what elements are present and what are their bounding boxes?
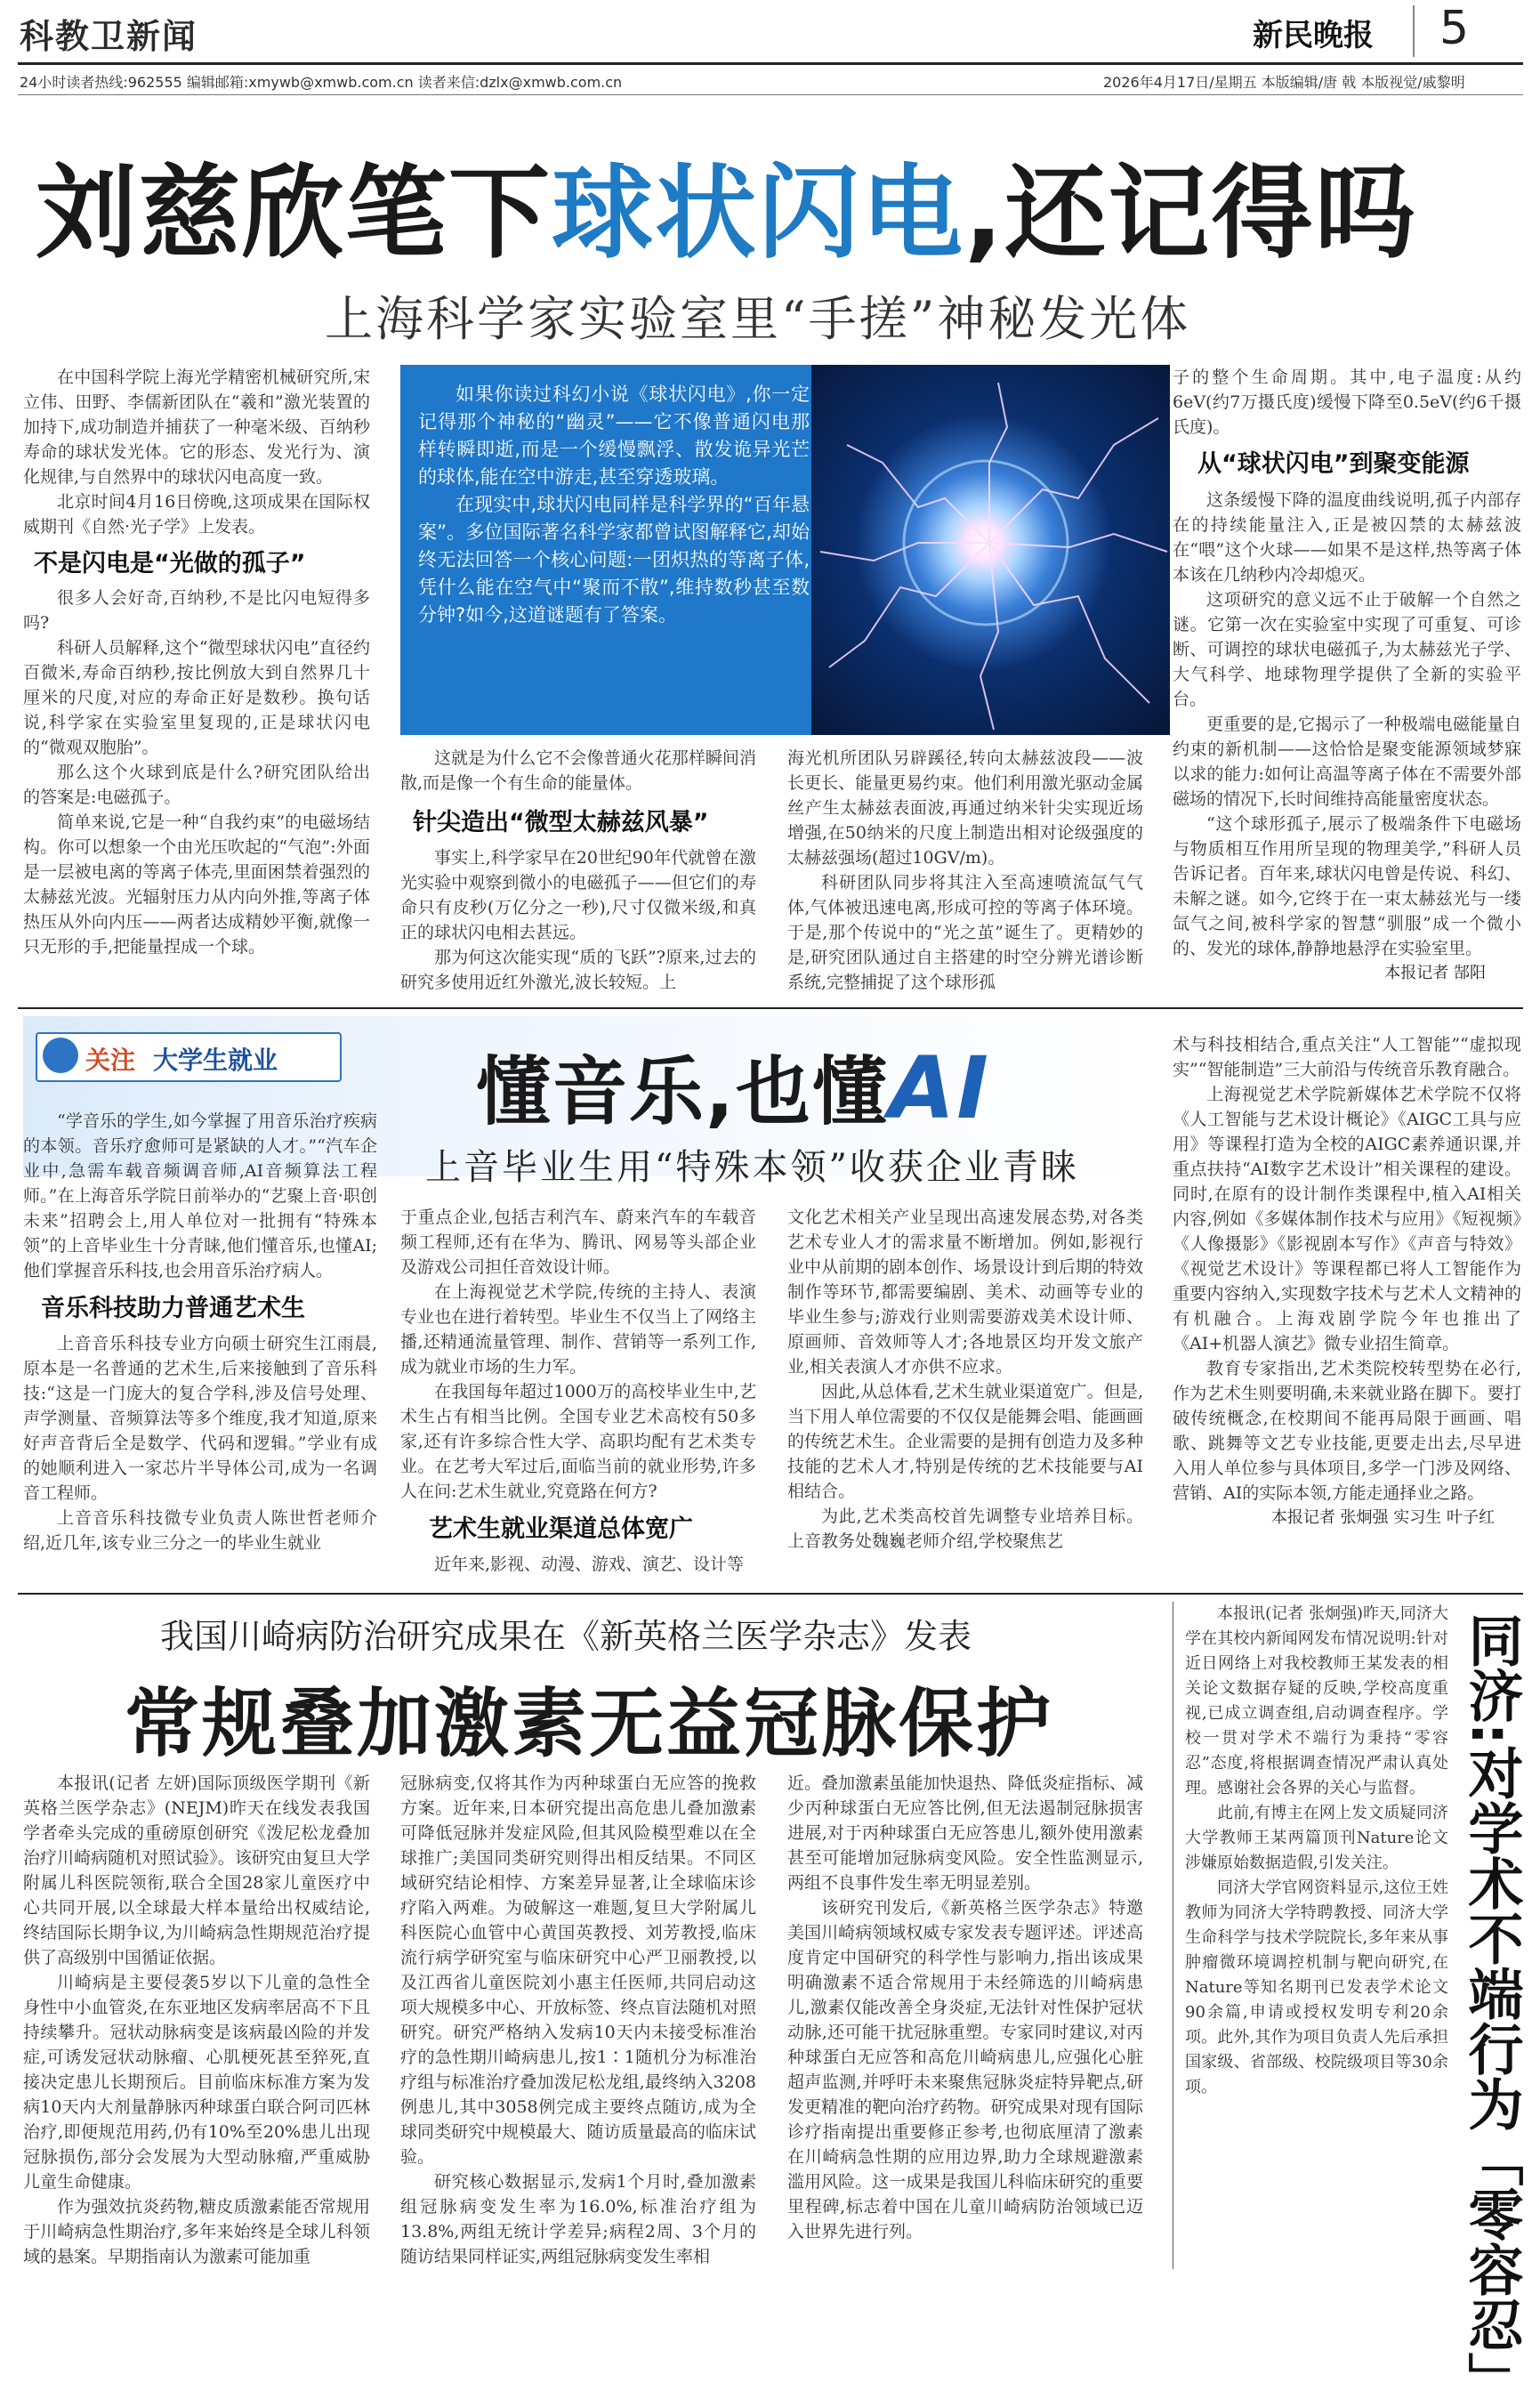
a1-column-2 xyxy=(400,746,756,995)
a1-column-1 xyxy=(23,365,370,959)
a1-c4-p3: 这项研究的意义远不止于破解一个自然之谜。它第一次在实验室中实现了可重复、可诊断、可调控的球状电磁孤子,为太赫兹光子学、大气科学、地球物理学提供了全新的实验平台。 xyxy=(1173,590,1521,709)
a1-c4-p4: 更重要的是,它揭示了一种极端电磁能量自约束的新机制——这恰恰是聚变能源领域梦寐以求的能力:如何让高温等离子体在不需要外部磁场的情况下,长时间维持高能量密度状态。 xyxy=(1173,715,1521,809)
a1-c1-p2: 北京时间4月16日傍晚,这项成果在国际权威期刊《自然·光子学》上发表。 xyxy=(23,492,370,537)
a2-column-4 xyxy=(1173,1032,1521,1531)
masthead-divider xyxy=(1413,5,1415,57)
paper-name: 新民晚报 xyxy=(1253,18,1374,53)
a1-intro-p1: 如果你读过科幻小说《球状闪电》,你一定记得那个神秘的“幽灵”——它不像普通闪电那样转瞬即逝,而是一个缓慢飘浮、散发诡异光芒的球体,能在空中游走,甚至穿透玻璃。 xyxy=(418,384,810,488)
a3-column-1 xyxy=(23,1771,370,2269)
a2-byline: 本报记者 张炯强 实习生 叶子红 xyxy=(1270,1508,1495,1527)
a3-column-3 xyxy=(787,1771,1143,2244)
a1-c1-p1: 在中国科学院上海光学精密机械研究所,宋立伟、田野、李儒新团队在“羲和”激光装置的加持下,成功制造并捕获了一种毫米级、百纳秒寿命的球状发光体。它的形态、发光行为、演化规律,与自然界中的球状闪电高度一致。 xyxy=(23,368,370,487)
a2-c1-p3: 上音音乐科技微专业负责人陈世哲老师介绍,近几年,该专业三分之一的毕业生就业 xyxy=(23,1508,377,1553)
a2-column-1 xyxy=(23,1109,377,1555)
plasma-ball-image xyxy=(811,365,1170,735)
a2-c4-p2: 上海视觉艺术学院新媒体艺术学院不仅将《人工智能与艺术设计概论》《AIGC工具与应用》等课程打造为全校的AIGC素养通识课,并重点扶持“AI数字艺术设计”相关课程的建设。同时,在原有的设计制作类课程中,植入AI相关内容,例如《多媒体制作技术与应用》《短视频》《人像摄影》《影视剧本写作》《声音与特效》《视觉艺术设计》等课程都已将人工智能作为重要内容纳入,实现数字技术与艺术人文精神的有机融合。上海戏剧学院今年也推出了《AI+机器人演艺》微专业招生简章。 xyxy=(1173,1085,1521,1353)
a3-c3-p1: 近。叠加激素虽能加快退热、降低炎症指标、减少丙种球蛋白无应答比例,但无法遏制冠脉损害进展,对于丙种球蛋白无应答患儿,额外使用激素甚至可能增加冠脉病变风险。安全性监测显示,两组不良事件发生率无明显差别。 xyxy=(787,1773,1143,1893)
a1-headline-pre: 刘慈欣笔下 xyxy=(36,154,552,272)
a2-headline xyxy=(476,1032,990,1140)
a2-c2-p2: 在上海视觉艺术学院,传统的主持人、表演专业也在进行着转型。毕业生不仅当上了网络主播,还精通流量管理、制作、营销等一系列工作,成为就业市场的生力军。 xyxy=(400,1282,756,1377)
a2-headline-main: 懂音乐,也懂 xyxy=(476,1048,889,1135)
a2-subhead-1: 音乐科技助力普通艺术生 xyxy=(41,1295,305,1322)
a2-c1-p1: “学音乐的学生,如今掌握了用音乐治疗疾病的本领。音乐疗愈师可是紧缺的人才。”“汽车企业中,急需车载音频调音师,AI音频算法工程师。”在上海音乐学院日前举办的“艺聚上音·职创未来”招聘会上,用人单位对一批拥有“特殊本领”的上音毕业生十分青睐,他们懂音乐,也懂AI;他们掌握音乐科技,也会用音乐治疗病人。 xyxy=(23,1111,377,1280)
a2-c3-p3: 为此,艺术类高校首先调整专业培养目标。上音教务处魏巍老师介绍,学校聚焦艺 xyxy=(787,1506,1143,1551)
a2-c3-p1: 文化艺术相关产业呈现出高速发展态势,对各类艺术专业人才的需求量不断增加。例如,影视行业中从前期的剧本创作、场景设计到后期的特效制作等环节,都需要编剧、美术、动画等专业的毕业生参与;游戏行业则需要游戏美术设计师、原画师、音效师等人才;各地景区均开发文旅产业,相关表演人才亦供不应求。 xyxy=(787,1208,1143,1377)
masthead-rule-top xyxy=(18,62,1523,65)
a1-c4-p5: “这个球形孤子,展示了极端条件下电磁场与物质相互作用所呈现的物理美学,”科研人员告诉记者。百年来,球状闪电曾是传说、科幻、未解之谜。如今,它终于在一束太赫兹光与一缕氙气之间,被科学家的智慧“驯服”成一个微小的、发光的球体,静静地悬浮在实验室里。 xyxy=(1173,814,1521,958)
a3-kicker: 我国川崎病防治研究成果在《新英格兰医学杂志》发表 xyxy=(160,1617,972,1656)
lightning-icon xyxy=(811,365,1170,735)
a1-headline xyxy=(36,132,1417,278)
a3-c2-p1: 冠脉病变,仅将其作为丙种球蛋白无应答的挽救方案。近年来,日本研究提出高危患儿叠加激素可降低冠脉并发症风险,但其风险模型难以在全球推广;美国同类研究则得出相反结果。不同区域研究结论相悖、方案差异显著,让全球临床诊疗陷入两难。为破解这一难题,复旦大学附属儿科医院心血管中心黄国英教授、刘芳教授,临床流行病学研究室与临床研究中心严卫丽教授,以及江西省儿童医院刘小惠主任医师,共同启动这项大规模多中心、开放标签、终点盲法随机对照研究。研究严格纳入发病10天内未接受标准治疗的急性期川崎病患儿,按1∶1随机分为标准治疗组与标准治疗叠加泼尼松龙组,最终纳入3208例患儿,其中3058例完成主要终点随访,成为全球同类研究中规模最大、随访质量最高的临床试验。 xyxy=(400,1773,756,2167)
a2-c2-p1: 于重点企业,包括吉利汽车、蔚来汽车的车载音频工程师,还有在华为、腾讯、网易等头部企业及游戏公司担任音效设计师。 xyxy=(400,1208,756,1277)
a1-c2-p2: 事实上,科学家早在20世纪90年代就曾在激光实验中观察到微小的电磁孤子——但它们的寿命只有皮秒(万亿分之一秒),尺寸仅微米级,和真正的球状闪电相去甚远。 xyxy=(400,848,756,942)
a1-subhead-2: 针尖造出“微型太赫兹风暴” xyxy=(413,809,709,836)
a2-tag[interactable] xyxy=(36,1032,342,1082)
page-number: 5 xyxy=(1439,2,1470,55)
a3-column-2 xyxy=(400,1771,756,2269)
a4-p2: 此前,有博主在网上发文质疑同济大学教师王某两篇顶刊Nature论文涉嫌原始数据造假,引发关注。 xyxy=(1185,1804,1448,1872)
reader-hotline: 24小时读者热线:962555 编辑邮箱:xmywb@xmwb.com.cn 读者来信:dzlx@xmwb.com.cn xyxy=(20,74,623,91)
a2-tag-label: 关注 xyxy=(85,1046,136,1075)
a1-c1-p6: 简单来说,它是一种“自我约束”的电磁场结构。你可以想象一个由光压吹起的“气泡”:外面是一层被电离的等离子体壳,里面困禁着强烈的太赫兹光波。光辐射压力从内向外推,等离子体热压从外向内压——两者达成精妙平衡,就像一只无形的手,把能量捏成一个球。 xyxy=(23,812,370,957)
a1-c2-p1: 这就是为什么它不会像普通火花那样瞬间消散,而是像一个有生命的能量体。 xyxy=(400,748,756,793)
a2-c1-p2: 上音音乐科技专业方向硕士研究生江雨晨,原本是一名普通的艺术生,后来接触到了音乐科技:“这是一门庞大的复合学科,涉及信号处理、声学测量、音频算法等多个维度,我才知道,原来好声音背后全是数学、代码和逻辑。”学业有成的她顺利进入一家芯片半导体公司,成为一名调音工程师。 xyxy=(23,1334,377,1503)
a1-column-3 xyxy=(787,746,1143,995)
a3-c3-p2: 该研究刊发后,《新英格兰医学杂志》特邀美国川崎病领域权威专家发表专题评述。评述高度肯定中国研究的科学性与影响力,指出该成果明确激素不适合常规用于未经筛选的川崎病患儿,激素仅能改善全身炎症,无法针对性保护冠状动脉,还可能干扰冠脉重塑。专家同时建议,对丙种球蛋白无应答和高危川崎病患儿,应强化心脏超声监测,并呼吁未来聚焦冠脉炎症特异靶点,研发更精准的靶向治疗药物。研究成果对现有国际诊疗指南提出重要修正参考,也彻底厘清了激素在川崎病急性期的应用边界,助力全球规避激素滥用风险。这一成果是我国儿科临床研究的重要里程碑,标志着中国在儿童川崎病防治领域已迈入世界先进行列。 xyxy=(787,1898,1143,2241)
a1-c3-p1: 海光机所团队另辟蹊径,转向太赫兹波段——波长更长、能量更易约束。他们利用激光驱动金属丝产生太赫兹表面波,再通过纳米针尖实现近场增强,在50纳米的尺度上制造出相对论级强度的太赫兹强场(超过10GV/m)。 xyxy=(787,748,1143,868)
a1-c1-p5: 那么这个火球到底是什么?研究团队给出的答案是:电磁孤子。 xyxy=(23,763,370,807)
a2-c3-p2: 因此,从总体看,艺术生就业渠道宽广。但是,当下用人单位需要的不仅仅是能舞会唱、能画画的传统艺术生。企业需要的是拥有创造力及多种技能的艺术人才,特别是传统的艺术技能要与AI相结合。 xyxy=(787,1382,1143,1501)
a2-bottom-rule xyxy=(18,1593,1523,1595)
a2-c2-p4: 近年来,影视、动漫、游戏、演艺、设计等 xyxy=(434,1555,745,1574)
a1-intro-p2: 在现实中,球状闪电同样是科学界的“百年悬案”。多位国际著名科学家都曾试图解释它,却始终无法回答一个核心问题:一团炽热的等离子体,凭什么能在空气中“聚而不散”,维持数秒甚至数分钟?如今,这道谜题有了答案。 xyxy=(418,494,810,626)
a1-bottom-rule xyxy=(18,1007,1523,1009)
a2-c4-p3: 教育专家指出,艺术类院校转型势在必行,作为艺术生则要明确,未来就业路在脚下。要打破传统概念,在校期间不能再局限于画画、唱歌、跳舞等文艺专业技能,更要走出去,尽早进入用人单位参与具体项目,多学一门涉及网络、营销、AI的实际本领,方能走通择业之路。 xyxy=(1173,1359,1521,1503)
a4-column xyxy=(1185,1602,1448,2100)
a3-c1-p2: 川崎病是主要侵袭5岁以下儿童的急性全身性中小血管炎,在东亚地区发病率居高不下且持续攀升。冠状动脉病变是该病最凶险的并发症,可诱发冠状动脉瘤、心肌梗死甚至猝死,直接决定患儿长期预后。目前临床标准方案为发病10天内大剂量静脉丙种球蛋白联合阿司匹林治疗,即便规范用药,仍有10%至20%患儿出现冠脉损伤,部分会发展为大型动脉瘤,严重威胁儿童生命健康。 xyxy=(23,1973,370,2192)
a1-c2-p3: 那为何这次能实现“质的飞跃”?原来,过去的研究多使用近红外激光,波长较短。上 xyxy=(400,948,756,992)
a4-headline: 同济:对学术不端行为「零容忍」 xyxy=(1459,1612,1524,2407)
a4-p3: 同济大学官网资料显示,这位王姓教师为同济大学特聘教授、同济大学生命科学与技术学院院长,多年来从事肿瘤微环境调控机制与靶向研究,在Nature等知名期刊已发表学术论文90余篇,申请或授权发明专利20余项。此外,其作为项目负责人先后承担国家级、省部级、校院级项目等30余项。 xyxy=(1185,1878,1448,2096)
a3-headline: 常规叠加激素无益冠脉保护 xyxy=(125,1679,1054,1767)
a1-subtitle: 上海科学家实验室里“手搓”神秘发光体 xyxy=(325,291,1191,347)
a2-column-2 xyxy=(400,1205,756,1577)
a2-headline-ai: AI xyxy=(888,1038,990,1138)
a1-c1-p3: 很多人会好奇,百纳秒,不是比闪电短得多吗? xyxy=(23,588,370,633)
a2-tag-topic: 大学生就业 xyxy=(153,1046,278,1075)
masthead-rule-bottom xyxy=(18,94,1523,95)
a1-c4-p1: 子的整个生命周期。其中,电子温度:从约6eV(约7万摄氏度)缓慢下降至0.5eV(约6千摄氏度)。 xyxy=(1173,368,1521,437)
mascot-icon xyxy=(43,1038,78,1073)
section-title: 科教卫新闻 xyxy=(20,17,198,56)
a1-c3-p2: 科研团队同步将其注入至高速喷流氙气气体,气体被迅速电离,形成可控的等离子体环境。于是,那个传说中的“光之茧”诞生了。更精妙的是,研究团队通过自主搭建的时空分辨光谱诊断系统,完整捕捉了这个球形孤 xyxy=(787,873,1143,992)
a2-column-3 xyxy=(787,1205,1143,1554)
a1-headline-post: ,还记得吗 xyxy=(964,154,1418,272)
a2-c4-p1: 术与科技相结合,重点关注“人工智能”“虚拟现实”“智能制造”三大前沿与传统音乐教育融合。 xyxy=(1173,1035,1521,1079)
a4-p1: 本报讯(记者 张炯强)昨天,同济大学在其校内新闻网发布情况说明:针对近日网络上对我校教师王某发表的相关论文数据存疑的反映,学校高度重视,已成立调查组,启动调查程序。学校一贯对学术不端行为秉持“零容忍”态度,将根据调查情况严肃认真处理。感谢社会各界的关心与监督。 xyxy=(1185,1604,1448,1797)
a1-c1-p4: 科研人员解释,这个“微型球状闪电”直径约百微米,寿命百纳秒,按比例放大到自然界几十厘米的尺度,对应的寿命正好是数秒。换句话说,科学家在实验室里复现的,正是球状闪电的“微观双胞胎”。 xyxy=(23,638,370,757)
a1-subhead-3: 从“球状闪电”到聚变能源 xyxy=(1197,450,1470,478)
dateline: 2026年4月17日/星期五 本版编辑/唐 戟 本版视觉/戚黎明 xyxy=(1103,74,1465,91)
a3-c2-p2: 研究核心数据显示,发病1个月时,叠加激素组冠脉病变发生率为16.0%,标准治疗组为13.8%,两组无统计学差异;病程2周、3个月的随访结果同样证实,两组冠脉病变发生率相 xyxy=(400,2172,756,2266)
a1-intro-box xyxy=(400,365,1170,735)
a1-byline: 本报记者 郜阳 xyxy=(1384,964,1486,982)
a3-c1-p3: 作为强效抗炎药物,糖皮质激素能否常规用于川崎病急性期治疗,多年来始终是全球儿科领域的悬案。早期指南认为激素可能加重 xyxy=(23,2197,370,2266)
a1-c4-p2: 这条缓慢下降的温度曲线说明,孤子内部存在的持续能量注入,正是被囚禁的太赫兹波在“喂”这个火球——如果不是这样,热等离子体本该在几纳秒内冷却熄灭。 xyxy=(1173,490,1521,585)
a1-column-4 xyxy=(1173,365,1521,986)
a2-c2-p3: 在我国每年超过1000万的高校毕业生中,艺术生占有相当比例。全国专业艺术高校有50多家,还有许多综合性大学、高职均配有艺术类专业。在艺考大军过后,面临当前的就业形势,许多人在问:艺术生就业,究竟路在何方? xyxy=(400,1382,756,1501)
a3-c1-p1: 本报讯(记者 左妍)国际顶级医学期刊《新英格兰医学杂志》(NEJM)昨天在线发表我国学者牵头完成的重磅原创研究《泼尼松龙叠加治疗川崎病随机对照试验》。该研究由复旦大学附属儿科医院领衔,联合全国28家儿童医疗中心共同开展,以全球最大样本量给出权威结论,终结国际长期争议,为川崎病急性期规范治疗提供了高级别中国循证依据。 xyxy=(23,1773,370,1967)
a1-intro-text xyxy=(418,381,810,629)
a1-headline-highlight: 球状闪电 xyxy=(552,154,965,272)
a2-subtitle: 上音毕业生用“特殊本领”收获企业青睐 xyxy=(425,1147,1079,1188)
a2-subhead-2: 艺术生就业渠道总体宽广 xyxy=(429,1515,693,1543)
a1-subhead-1: 不是闪电是“光做的孤子” xyxy=(34,550,306,578)
